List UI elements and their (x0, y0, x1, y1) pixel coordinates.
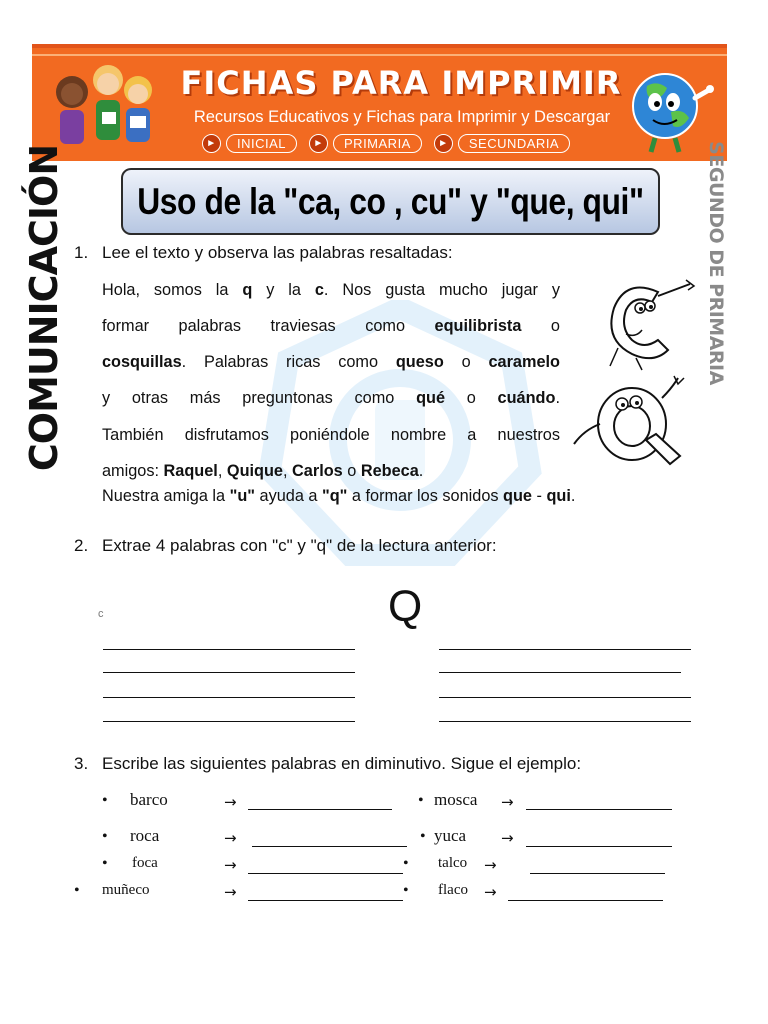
q2-number: 2. (74, 536, 89, 555)
nav-label: SECUNDARIA (458, 134, 570, 153)
answer-line-q-2[interactable] (439, 671, 681, 673)
text-run: . (570, 487, 576, 505)
text-run: formar palabras traviesas como (102, 317, 435, 335)
word-right: mosca (434, 790, 478, 809)
text-run: . Palabras ricas como (181, 353, 396, 371)
subject-label (22, 144, 66, 472)
text-run: , (282, 462, 293, 480)
reading-line (102, 389, 560, 408)
answer-line[interactable] (526, 808, 672, 810)
highlighted-word: equilibrista (434, 317, 522, 335)
highlighted-word: que (503, 487, 532, 505)
text-run: y la (252, 281, 315, 299)
nav-primaria[interactable] (309, 134, 422, 153)
answer-line-c-3[interactable] (103, 696, 355, 698)
arrow-right-icon: → (501, 829, 514, 847)
bullet-icon: • (420, 828, 426, 845)
text-run: Nuestra amiga la (102, 487, 230, 505)
word-left: foca (132, 855, 158, 871)
answer-line-q-1[interactable] (439, 648, 691, 650)
q1-instruction: Lee el texto y observa las palabras resaltadas: (102, 243, 453, 262)
arrow-right-icon: → (501, 793, 514, 811)
highlighted-word: Raquel (163, 462, 218, 480)
header-banner (32, 44, 727, 161)
word-left: muñeco (102, 882, 150, 898)
arrow-right-icon: → (224, 883, 237, 901)
q2-instruction: Extrae 4 palabras con "c" y "q" de la lectura anterior: (102, 536, 497, 555)
column-label-c: c (98, 608, 104, 620)
highlighted-word: qui (546, 487, 571, 505)
reading-line (102, 281, 560, 300)
worksheet-title-box (121, 168, 660, 235)
bullet-icon: • (74, 882, 80, 899)
worksheet-title: Uso de la "ca, co , cu" y "que, qui" (137, 180, 644, 222)
answer-line-c-2[interactable] (103, 671, 355, 673)
nav-label: PRIMARIA (333, 134, 422, 153)
answer-line[interactable] (248, 899, 403, 901)
word-right: yuca (434, 826, 467, 845)
highlighted-word: "u" (229, 487, 255, 505)
reading-line (102, 426, 560, 445)
text-run: ayuda a (255, 487, 322, 505)
answer-line[interactable] (248, 872, 403, 874)
highlighted-word: "q" (322, 487, 348, 505)
highlighted-word: qué (416, 389, 446, 407)
word-left: barco (130, 790, 168, 809)
text-run: a formar los sonidos (347, 487, 504, 505)
arrow-circle-icon: ► (202, 134, 221, 153)
bullet-icon: • (418, 792, 424, 809)
text-run: amigos: (102, 462, 164, 480)
grade-text: SEGUNDO DE PRIMARIA (705, 141, 727, 385)
highlighted-word: Rebeca (360, 462, 419, 480)
answer-line-c-4[interactable] (103, 720, 355, 722)
highlighted-word: q (242, 281, 253, 299)
text-run: y otras más preguntonas como (102, 389, 417, 407)
answer-line-q-3[interactable] (439, 696, 691, 698)
answer-line[interactable] (252, 845, 407, 847)
arrow-right-icon: → (484, 856, 497, 874)
banner-title: FICHAS PARA IMPRIMIR (180, 64, 622, 102)
word-right: flaco (438, 882, 468, 898)
banner-nav (202, 134, 570, 153)
arrow-right-icon: → (224, 856, 237, 874)
arrow-right-icon: → (224, 793, 237, 811)
answer-line[interactable] (526, 845, 672, 847)
word-left: roca (130, 826, 160, 845)
letter-c-character-icon (596, 274, 700, 372)
text-run: o (443, 353, 489, 371)
letter-q-character-icon (570, 374, 695, 476)
answer-line-c-1[interactable] (103, 648, 355, 650)
answer-line[interactable] (248, 808, 392, 810)
nav-secundaria[interactable] (434, 134, 570, 153)
text-run: , (217, 462, 227, 480)
column-label-q: Q (388, 582, 423, 631)
text-run: Hola, somos la (102, 281, 243, 299)
reading-line (102, 353, 560, 372)
text-run: o (445, 389, 498, 407)
answer-line[interactable] (508, 899, 663, 901)
answer-line-q-4[interactable] (439, 720, 691, 722)
text-run: . (418, 462, 424, 480)
highlighted-word: cuándo (497, 389, 556, 407)
highlighted-word: caramelo (488, 353, 560, 371)
globe-mascot-icon (617, 62, 717, 158)
arrow-circle-icon: ► (434, 134, 453, 153)
bullet-icon: • (102, 828, 108, 845)
bullet-icon: • (403, 855, 409, 872)
bullet-icon: • (102, 855, 108, 872)
q1-number: 1. (74, 243, 89, 262)
highlighted-word: c (314, 281, 324, 299)
q3-instruction: Escribe las siguientes palabras en diminutivo. Sigue el ejemplo: (102, 754, 582, 773)
kids-illustration (42, 54, 160, 156)
subject-text: COMUNICACIÓN (22, 144, 66, 472)
reading-line-last (102, 487, 575, 506)
answer-line[interactable] (530, 872, 665, 874)
text-run: También disfrutamos poniéndole nombre a nuestros (102, 426, 560, 444)
banner-subtitle: Recursos Educativos y Fichas para Imprimir y Descargar (193, 108, 611, 126)
arrow-circle-icon: ► (309, 134, 328, 153)
text-run: o (342, 462, 361, 480)
text-run: - (532, 487, 547, 505)
bullet-icon: • (403, 882, 409, 899)
arrow-right-icon: → (224, 829, 237, 847)
word-right: talco (438, 855, 468, 871)
highlighted-word: queso (395, 353, 444, 371)
nav-inicial[interactable] (202, 134, 297, 153)
nav-label: INICIAL (226, 134, 297, 153)
highlighted-word: Quique (226, 462, 283, 480)
reading-line (102, 317, 560, 336)
grade-label (696, 141, 736, 385)
q3-number: 3. (74, 754, 89, 773)
bullet-icon: • (102, 792, 108, 809)
text-run: o (521, 317, 560, 335)
highlighted-word: Carlos (292, 462, 343, 480)
text-run: . Nos gusta mucho jugar y (323, 281, 560, 299)
text-run: . (555, 389, 560, 407)
highlighted-word: cosquillas (102, 353, 182, 371)
arrow-right-icon: → (484, 883, 497, 901)
reading-line (102, 462, 423, 481)
